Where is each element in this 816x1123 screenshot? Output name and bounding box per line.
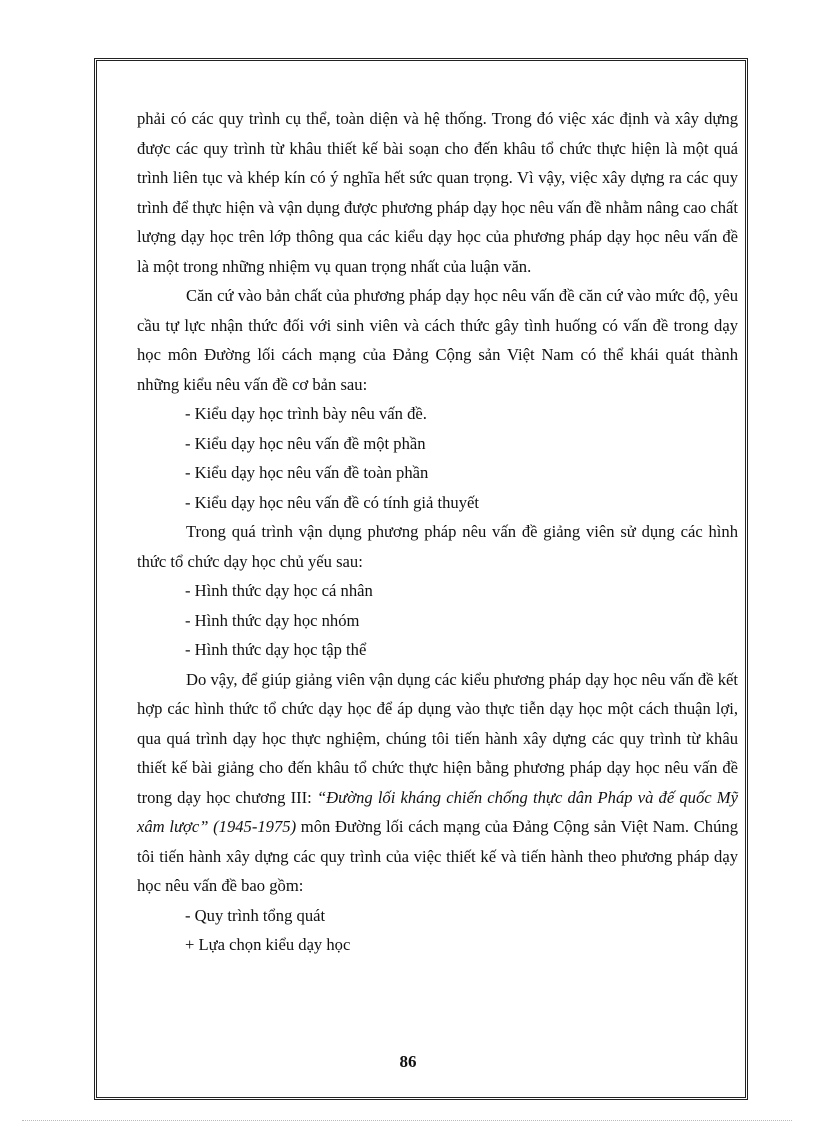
list-item: + Lựa chọn kiểu dạy học	[185, 935, 351, 954]
paragraph-4-text-a: Do vậy, để giúp giảng viên vận dụng các kiểu phương pháp dạy học nêu vấn đề kết hợp các hình thức tổ chức dạy học để áp dụng vào thực tiễn dạy học một cách thuận lợi, qua quá trình dạy học thực nghiệm, chúng tôi tiến hành xây dựng các quy trình từ khâu thiết kế bài giảng cho đến khâu tổ chức thực hiện bằng phương pháp dạy học nêu vấn đề trong dạy học chương III:	[137, 669, 738, 807]
document-body	[137, 104, 738, 960]
list-item: - Kiểu dạy học trình bày nêu vấn đề.	[185, 404, 427, 423]
list-item: - Hình thức dạy học nhóm	[185, 610, 360, 630]
paragraph-4	[137, 665, 738, 901]
list-item: - Kiểu dạy học nêu vấn đề một phần	[185, 433, 426, 453]
list-item: - Hình thức dạy học cá nhân	[185, 581, 373, 600]
paragraph-2: Căn cứ vào bản chất của phương pháp dạy học nêu vấn đề căn cứ vào mức độ, yêu cầu tự lực nhận thức đối với sinh viên và cách thức gây tình huống có vấn đề trong dạy học môn Đường lối cách mạng của Đảng Cộng sản Việt Nam có thể khái quát thành những kiểu nêu vấn đề cơ bản sau:	[137, 286, 738, 394]
list-item: - Hình thức dạy học tập thể	[185, 640, 367, 659]
list-item: - Kiểu dạy học nêu vấn đề toàn phần	[185, 463, 429, 482]
page-number: 86	[399, 1052, 417, 1071]
page-bottom-divider	[22, 1120, 792, 1121]
list-item: - Quy trình tổng quát	[185, 905, 326, 925]
paragraph-1: phải có các quy trình cụ thể, toàn diện và hệ thống. Trong đó việc xác định và xây dựng được các quy trình từ khâu thiết kế bài soạn cho đến khâu tổ chức thực hiện là một quá trình liên tục và khép kín có ý nghĩa hết sức quan trọng. Vì vậy, việc xây dựng ra các quy trình để thực hiện và vận dụng được phương pháp dạy học nêu vấn đề nhằm nâng cao chất lượng dạy học trên lớp thông qua các kiểu dạy học của phương pháp dạy học nêu vấn đề là một trong những nhiệm vụ quan trọng nhất của luận văn.	[137, 109, 738, 276]
chapter-title-italic: “Đường lối kháng chiến chống thực dân Pháp và đế quốc Mỹ xâm lược” (1945-1975)	[137, 787, 738, 836]
paragraph-3: Trong quá trình vận dụng phương pháp nêu vấn đề giảng viên sử dụng các hình thức tổ chức dạy học chủ yếu sau:	[137, 522, 738, 571]
list-item: - Kiểu dạy học nêu vấn đề có tính giả thuyết	[185, 492, 479, 512]
paragraph-4-text-b: môn Đường lối cách mạng của Đảng Cộng sản Việt Nam. Chúng tôi tiến hành xây dựng các quy trình của việc thiết kế và tiến hành theo phương pháp dạy học nêu vấn đề bao gồm:	[137, 817, 738, 895]
